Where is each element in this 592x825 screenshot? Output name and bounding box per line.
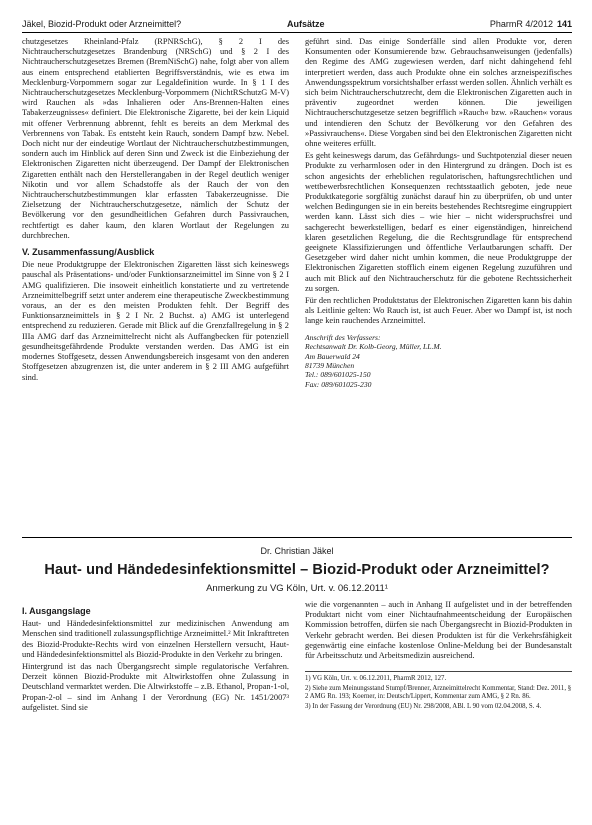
running-header <box>22 18 572 32</box>
article-divider <box>22 537 572 538</box>
column-right-top <box>305 37 572 389</box>
footnotes <box>305 671 572 711</box>
article-title: Haut- und Händedesinfektionsmittel – Biozid-Produkt oder Arzneimittel? <box>44 562 550 578</box>
running-title: Jäkel, Biozid-Produkt oder Arzneimittel? <box>22 19 182 29</box>
journal-info <box>490 19 572 29</box>
footnote: 2) Siehe zum Meinungsstand Stumpf/Brenner, Arzneimittelrecht Kommentar, Stand: Dez. 2011, § 2 AMG Rn. 193; Koerner, in: Deutsch/Lippert, Kommentar zum AMG, § 2 Rn. 86. <box>305 684 572 701</box>
paragraph: Haut- und Händedesinfektionsmittel zur medizinischen Anwendung am Menschen sind traditionell zulassungspflichtige Arzneimittel.² Mit Inkrafttreten des Biozid-Produkte-Rechts wird von einzelnen Herstellern versucht, Haut- und Händedesinfektionsmittel als Biozid-Produkte in den Verkehr zu bringen. <box>22 619 289 659</box>
paragraph: Hintergrund ist das nach Übergangsrecht simple regulatorische Verfahren. Derzeit können Biozid-Produkte mit Altwirkstoffen ohne Zulassung in Deutschland vermarktet werden. Die Altwirkstoffe – z.B. Ethanol, Propan-1-ol, Propan-2-ol – sind im Anhang I der Verordnung (EG) Nr. 1451/2007³ aufgelistet. Sind sie <box>22 662 289 712</box>
paragraph: geführt sind. Das einige Sonderfälle sind allen Produkte vor, deren Konsumenten oder Konsumierende bzw. Gebrauchsanweisungen (jedenfalls) den Regime des AMG zugewiesen werden, darf nicht dahingehend fehl interpretiert werden, dass auch Produkte ohne ein solches arzneispezifisches Anwendungsspektrum vorsichtshalber erfasst werden sollen. Ähnlich verhält es sich beim Nichtraucherschutzrecht, dem die Elektronischen Zigaretten auch in präventiv zugeordnet werden können. Die jeweiligen Nichtraucherschutzgesetze setzen begrifflich »Rauch« bzw. »Rauchen« voraus und intendieren den Schutz der Bevölkerung vor den Gefahren des »Passivrauchens«. Diese Vorgaben sind bei den Elektronischen Zigaretten nicht ohne weiteres erfüllt. <box>305 37 573 149</box>
footnote: 3) In der Fassung der Verordnung (EU) Nr. 298/2008, ABl. L 90 vom 02.04.2008, S. 4. <box>305 703 542 710</box>
section-heading: V. Zusammenfassung/Ausblick <box>22 247 155 258</box>
column-left-bottom <box>22 600 289 715</box>
page-number: 141 <box>556 19 572 29</box>
paragraph: Für den rechtlichen Produktstatus der Elektronischen Zigaretten kann bis dahin als Leitlinie gelten: Wo Rauch ist, ist auch Feuer. Aber wo Dampf ist, ist noch lange kein rauchendes Arzneimittel. <box>305 296 572 326</box>
address-line: 81739 München <box>305 360 355 370</box>
journal-issue: PharmR 4/2012 <box>489 19 553 29</box>
address-line: Am Bauerwald 24 <box>305 351 360 361</box>
paragraph: Die neue Produktgruppe der Elektronischen Zigaretten lässt sich keineswegs pauschal als Präsentations- und/oder Funktionsarzneimittel im Sinne von § 2 I AMG qualifizieren. Die insoweit einheitlich konstatierte und zu vertretende Arzneimittelbegriff setzt unter anderem eine therapeutische Zweckbestimmung voraus, an der es den meisten Produkten fehlt. Der Begriff des Funktionsarzneimittels in § 2 I Nr. 2 Buchst. a) AMG ist unterlegend entsprechend zu reduzieren. Gerade mit Blick auf die Grenzfallregelung in § 2 IIIa AMG darf das Arzneimittelrecht nicht als Auffangbecken für potenziell gesundheitsgefährdende Produkte verstanden werden. Das AMG ist ein modernes Stoffgesetz, dessen Anwendungsbereich insgesamt von den anderen Stoffgesetzen abzugrenzen ist, die unter anderem in § 2 III AMG aufgeführt sind. <box>22 260 289 382</box>
article-header <box>22 546 572 594</box>
paragraph: Es geht keineswegs darum, das Gefährdungs- und Suchtpotenzial dieser neuen Produkte zu verharmlosen oder in den Hintergrund zu drängen. Doch ist es schon angesichts der erheblichen regulatorischen, haftungsrechtlichen und wettbewerbsrechtlichen Konsequenzen rechtsstaatlich geboten, jede neue Produktkategorie sorgfältig zunächst darauf hin zu überprüfen, ob und unter welchen Bedingungen sie in ein bereits bestehendes Rechtsregime eingruppiert werden kann. Lässt sich dies – wie hier – nicht widerspruchsfrei und sachgerecht bewerkstelligen, bedarf es einer eigenständigen, hinreichend klaren gesetzlichen Regelung, die die Rechtsgrundlage für entsprechend geeignete Klassifizierungen und öffentliche Verlautbarungen schafft. Der Gesetzgeber wird daher nicht umhin kommen, die neue Produktgruppe der Elektronischen Zigaretten stofflich einem eigenen Regelung zuzuführen und auch mit Blick auf den Nichtraucherschutz für die gebotene Rechtssicherheit zu sorgen. <box>305 151 572 293</box>
paragraph: wie die vorgenannten – auch in Anhang II aufgelistet und in der betreffenden Produktart nicht vom einer Nichtaufnahmeentscheidung der Europäischen Kommission betroffen, dürfen sie nach Übergangsrecht in Biozid-Produkten in Verkehr gebracht werden. Bei diesen Produkten ist für die Verkehrsfähigkeit gegenwärtig eine einfache kostenlose Online-Meldung bei der Bundesanstalt für Arbeitsschutz und Arbeitsmedizin ausreichend. <box>305 600 572 661</box>
header-rule <box>22 32 572 33</box>
article-author: Dr. Christian Jäkel <box>260 546 334 556</box>
section-label: Aufsätze <box>287 19 325 29</box>
footnote: 1) VG Köln, Urt. v. 06.12.2011, PharmR 2012, 127. <box>305 675 447 683</box>
author-address <box>305 333 572 389</box>
address-line: Anschrift des Verfassers: <box>305 332 381 342</box>
column-right-bottom <box>305 600 572 713</box>
address-line: Fax: 089/601025-230 <box>305 379 372 389</box>
paragraph: chutzgesetzes Rheinland-Pfalz (RPNRSchG), § 2 I des Nichtraucherschutzgesetzes Brandenburg (NRSchG) und § 2 I des Nichtraucherschutzgesetzes Bremen (BremNiSchG) nahe, folgt aber von allem aus einem entsprechend etablierten Begriffsverständnis, wie es etwa im Mecklenburg-Vorpommern sogar zur Legaldefinition wurde. In § 1 I des Nichtraucherschutzgesetzes Mecklenburg-Vorpommern (NichtRSchutzG M-V) wird Rauchen als »das Inhalieren oder Ans-Brennen-Halten eines Tabakerzeugnisses« definiert. Die Elektronische Zigarette, bei der kein Liquid mit offener Verbrennung abbrennt, fehlt es bereits an dem Merkmal des Verbrennens von Tabak. Es entsteht kein Rauch, sondern Dampf bzw. Nebel. Doch nicht nur der eindeutige Wortlaut der Nichtraucherschutzbestimmungen, sondern auch im Hinblick auf deren Sinn und Zweck ist die Einbeziehung der Elektronischen Zigaretten nicht überzeugend. Der Dampf der Elektronischen Zigaretten enthält nach den Herstellerangaben in der Regel deutlich weniger Nikotin und vor allem Schadstoffe als der Rauch der von den Nichtraucherschutzbestimmungen klar erfassten Tabakerzeugnisse. Die Zielsetzung der Nichtraucherschutzgesetze, nämlich der Schutz der Bevölkerung vor den gesundheitlichen Gefahren durch Passivrauchen, rechtfertigt es daher kaum, den klaren Wortlaut der Regelungen zu durchbrechen. <box>22 37 289 240</box>
column-left-top <box>22 37 289 385</box>
article-subtitle: Anmerkung zu VG Köln, Urt. v. 06.12.2011¹ <box>206 583 388 594</box>
address-line: Tel.: 089/601025-150 <box>305 370 371 380</box>
address-line: Rechtsanwalt Dr. Kolb-Georg, Müller, LL.M. <box>305 342 442 352</box>
section-heading: I. Ausgangslage <box>22 606 91 616</box>
